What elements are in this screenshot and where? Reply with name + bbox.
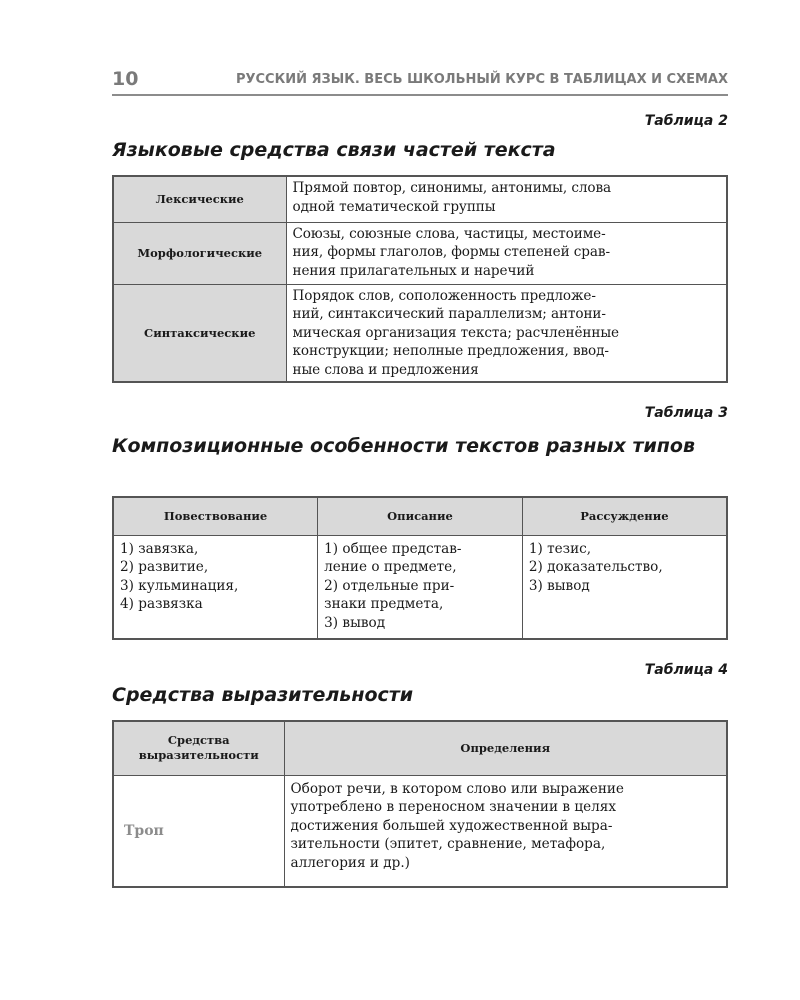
row-header: Синтаксические [113, 284, 286, 382]
table-3-title: Композиционные особенности текстов разных типов [112, 435, 695, 457]
table-cell: 1) общее представ- ление о предмете, 2) отдельные при- знаки предмета, 3) вывод [318, 535, 523, 639]
term-cell: Троп [113, 775, 284, 887]
table-cell: 1) завязка, 2) развитие, 3) кульминация, 4) развязка [113, 535, 318, 639]
table-4-label: Таблица 4 [644, 662, 728, 678]
definition-cell: Оборот речи, в котором слово или выражение употреблено в переносном значении в целях достижения большей художественной выра- зительности (эпитет, сравнение, метафора, аллегория и др.) [284, 775, 727, 887]
row-header: Лексические [113, 176, 286, 222]
column-header: Средства выразительности [113, 721, 284, 775]
row-header: Морфологические [113, 222, 286, 284]
table-3 [112, 496, 728, 640]
column-header: Определения [284, 721, 727, 775]
page-number: 10 [112, 68, 139, 90]
running-title: РУССКИЙ ЯЗЫК. ВЕСЬ ШКОЛЬНЫЙ КУРС В ТАБЛИЦАХ И СХЕМАХ [235, 72, 728, 87]
table-row [113, 535, 727, 639]
table-2-title: Языковые средства связи частей текста [112, 139, 556, 161]
table-row [113, 176, 727, 222]
table-row [113, 284, 727, 382]
table-4 [112, 720, 728, 888]
table-3-label: Таблица 3 [644, 405, 728, 421]
column-header: Рассуждение [522, 497, 727, 535]
row-text: Порядок слов, соположенность предложе- ний, синтаксический параллелизм; антони- мическая организация текста; расчленённые конструкции; неполные предложения, ввод- ные слова и предложения [286, 284, 727, 382]
table-row [113, 222, 727, 284]
table-cell: 1) тезис, 2) доказательство, 3) вывод [522, 535, 727, 639]
table-row [113, 775, 727, 887]
page-header [112, 68, 728, 96]
table-header-row [113, 721, 727, 775]
table-4-title: Средства выразительности [112, 684, 414, 706]
row-text: Прямой повтор, синонимы, антонимы, слова одной тематической группы [286, 176, 727, 222]
column-header: Повествование [113, 497, 318, 535]
row-text: Союзы, союзные слова, частицы, местоиме- ния, формы глаголов, формы степеней срав- нения прилагательных и наречий [286, 222, 727, 284]
table-2 [112, 175, 728, 383]
table-2-label: Таблица 2 [644, 113, 728, 129]
table-header-row [113, 497, 727, 535]
column-header: Описание [318, 497, 523, 535]
